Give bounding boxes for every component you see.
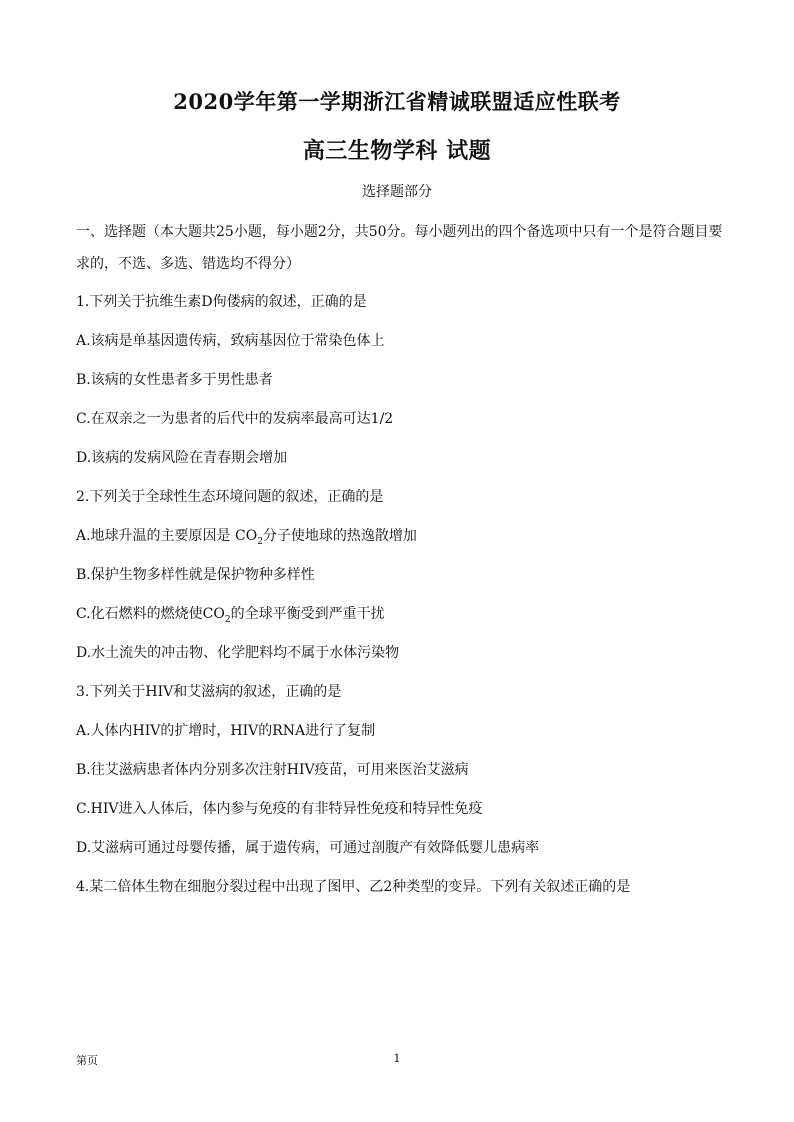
question-1-option-b: B.该病的女性患者多于男性患者 <box>76 372 273 388</box>
question-2-option-c: C.化石燃料的燃烧使$CO_2$的全球平衡受到严重干扰 <box>76 606 385 625</box>
question-3-option-a: A.人体内HIV的扩增时，HIV的RNA进行了复制 <box>76 723 376 739</box>
question-3-option-b: B.往艾滋病患者体内分别多次注射HIV疫苗，可用来医治艾滋病 <box>76 762 469 778</box>
question-1-option-c: C.在双亲之一为患者的后代中的发病率最高可达1/2 <box>76 411 394 427</box>
question-2-option-a: A.地球升温的主要原因是 $CO_2$分子使地球的热逸散增加 <box>76 528 417 547</box>
question-3-option-c: C.HIV进入人体后，体内参与免疫的有非特异性免疫和特异性免疫 <box>76 801 483 817</box>
question-4-stem: 4.某二倍体生物在细胞分裂过程中出现了图甲、乙2种类型的变异。下列有关叙述正确的是 <box>76 879 631 895</box>
question-2-option-b: B.保护生物多样性就是保护物种多样性 <box>76 567 315 583</box>
footer-page-label: 第页 <box>76 1054 98 1067</box>
question-3-stem: 3.下列关于HIV和艾滋病的叙述，正确的是 <box>76 684 342 700</box>
footer-page-number: 1 <box>393 1052 401 1065</box>
question-1-stem: 1.下列关于抗维生素D佝偻病的叙述，正确的是 <box>76 294 367 310</box>
exam-title: 2020学年第一学期浙江省精诚联盟适应性联考 <box>173 89 621 114</box>
question-3-option-d: D.艾滋病可通过母婴传播，属于遗传病，可通过剖腹产有效降低婴儿患病率 <box>76 840 540 856</box>
section-heading: 选择题部分 <box>362 184 432 200</box>
exam-subtitle: 高三生物学科 试题 <box>302 138 492 164</box>
question-2-option-d: D.水土流失的冲击物、化学肥料均不属于水体污染物 <box>76 645 400 661</box>
question-2-stem: 2.下列关于全球性生态环境问题的叙述，正确的是 <box>76 489 384 505</box>
section-instructions: 一、选择题（本大题共25小题，每小题2分，共50分。每小题列出的四个备选项中只有一个是符合题目要求的，不选、多选、错选均不得分） <box>76 224 723 272</box>
question-1-option-a: A.该病是单基因遗传病，致病基因位于常染色体上 <box>76 333 385 349</box>
question-1-option-d: D.该病的发病风险在青春期会增加 <box>76 450 288 466</box>
